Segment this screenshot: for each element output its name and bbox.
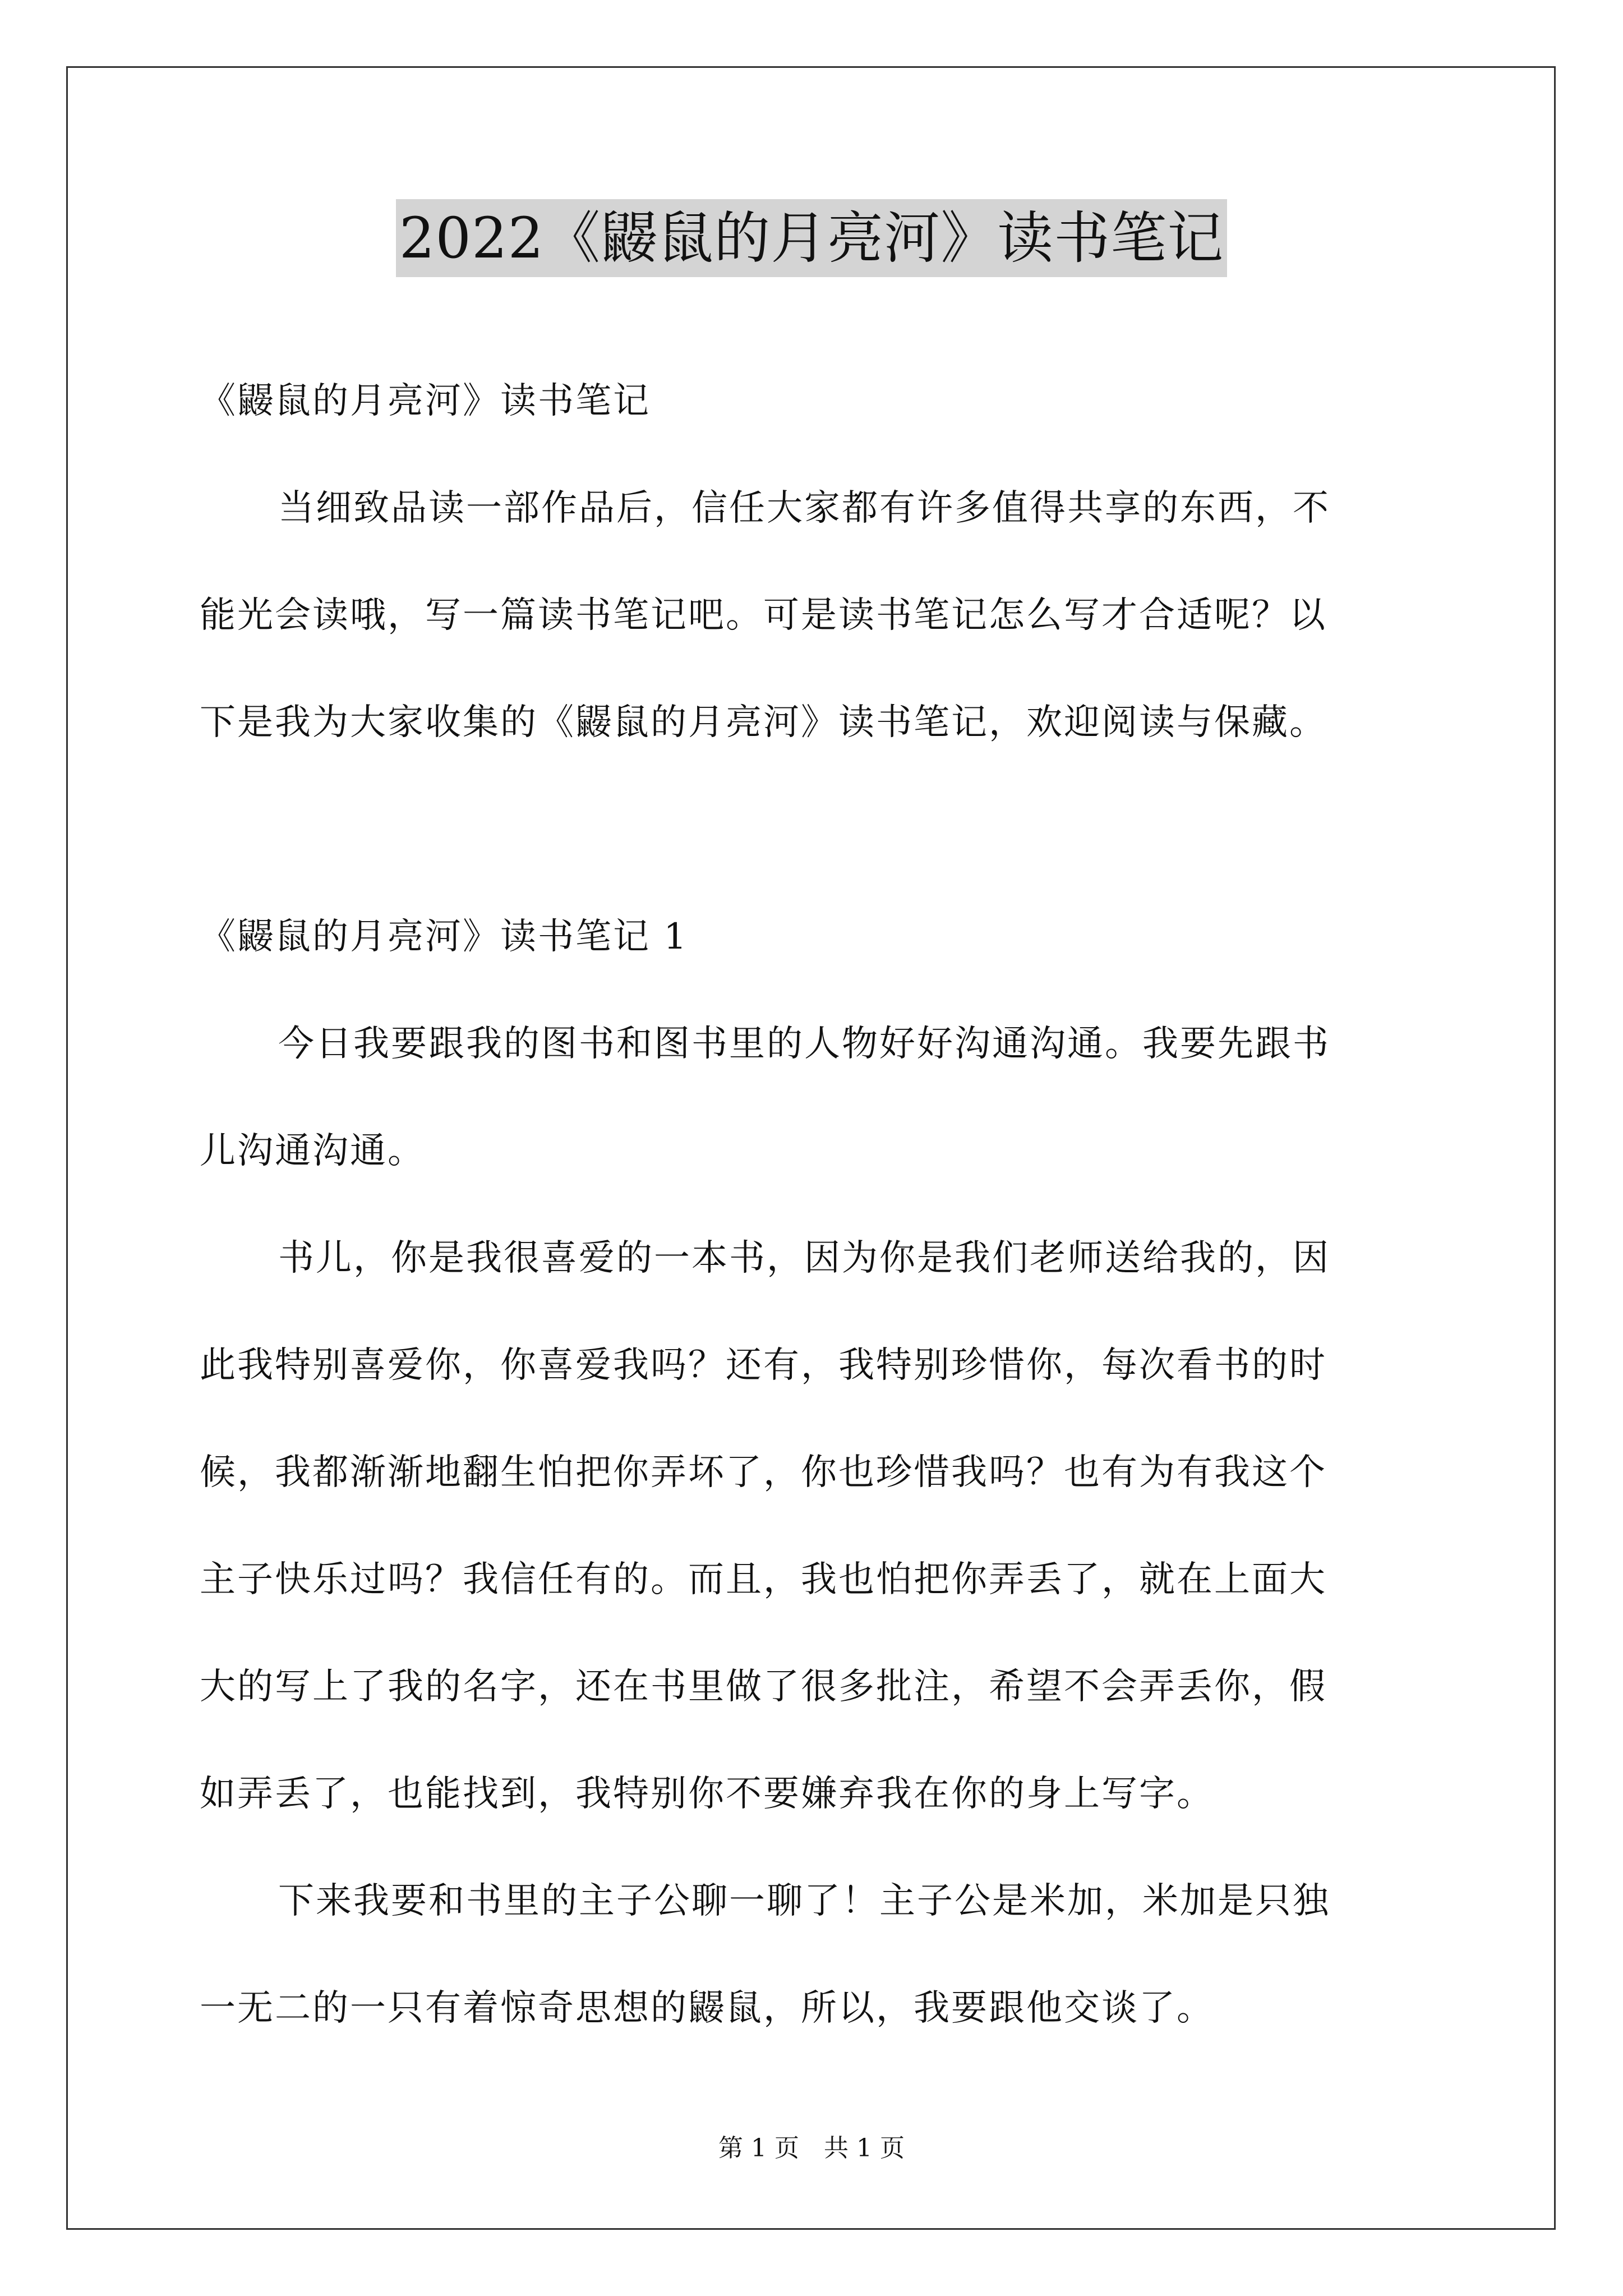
document-body: [200, 348, 1433, 2062]
paragraph-3: [200, 1848, 1433, 2062]
paragraph-line: 主子快乐过吗？我信任有的。而且，我也怕把你弄丢了，就在上面大: [200, 1559, 1327, 1600]
document-title: 2022《鼹鼠的月亮河》读书笔记: [396, 199, 1228, 277]
paragraph-1: [200, 991, 1433, 1205]
paragraph-line: 此我特别喜爱你，你喜爱我吗？还有，我特别珍惜你，每次看书的时: [200, 1345, 1327, 1386]
subtitle: 《鼹鼠的月亮河》读书笔记: [200, 380, 651, 422]
paragraph-line: 今日我要跟我的图书和图书里的人物好好沟通沟通。我要先跟书: [278, 1023, 1330, 1065]
paragraph-2: [200, 1205, 1433, 1848]
paragraph-line: 一无二的一只有着惊奇思想的鼹鼠，所以，我要跟他交谈了。: [200, 1987, 1214, 2029]
intro-paragraph: [200, 455, 1433, 776]
paragraph-line: 儿沟通沟通。: [200, 1130, 425, 1172]
page-number: 第 1 页: [718, 2134, 799, 2162]
page-footer: [0, 2132, 1623, 2165]
paragraph-line: 下来我要和书里的主子公聊一聊了！主子公是米加，米加是只独: [278, 1880, 1330, 1922]
paragraph-line: 如弄丢了，也能找到，我特别你不要嫌弃我在你的身上写字。: [200, 1773, 1214, 1815]
paragraph-line: 候，我都渐渐地翻生怕把你弄坏了，你也珍惜我吗？也有为有我这个: [200, 1452, 1327, 1493]
paragraph-line: 当细致品读一部作品后，信任大家都有许多值得共享的东西，不: [278, 487, 1330, 529]
blank-line: [200, 776, 1433, 884]
paragraph-line: 书儿，你是我很喜爱的一本书，因为你是我们老师送给我的，因: [278, 1237, 1330, 1279]
page-total: 共 1 页: [824, 2134, 905, 2162]
title-container: [0, 199, 1623, 277]
paragraph-line: 能光会读哦，写一篇读书笔记吧。可是读书笔记怎么写才合适呢？以: [200, 595, 1327, 636]
paragraph-line: 大的写上了我的名字，还在书里做了很多批注，希望不会弄丢你，假: [200, 1666, 1327, 1708]
paragraph-line: 下是我为大家收集的《鼹鼠的月亮河》读书笔记，欢迎阅读与保藏。: [200, 702, 1327, 743]
section-heading: 《鼹鼠的月亮河》读书笔记 1: [200, 916, 689, 958]
